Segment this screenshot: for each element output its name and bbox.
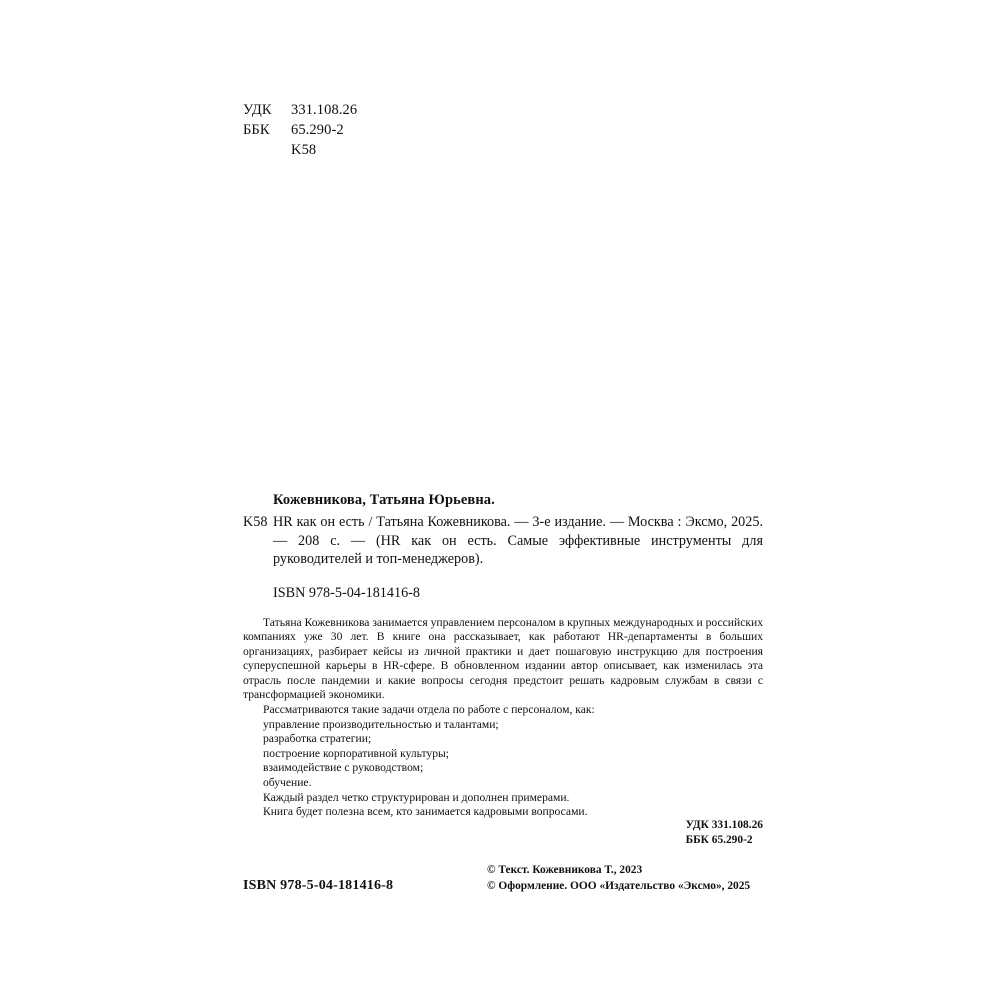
- annotation-paragraph-4: Книга будет полезна всем, кто занимается кадровыми вопросами.: [263, 805, 588, 819]
- copyright-block: [487, 863, 750, 894]
- list-item: разработка стратегии;: [263, 732, 372, 746]
- list-item: взаимодействие с руководством;: [263, 761, 424, 775]
- copyright-design-line: © Оформление. ООО «Издательство «Эксмо», 2025: [487, 879, 751, 892]
- bottom-bbk: ББК 65.290-2: [685, 833, 753, 846]
- bottom-udk: УДК 331.108.26: [685, 819, 763, 831]
- bbk-label: ББК: [243, 122, 270, 138]
- classification-block: [243, 100, 357, 160]
- annotation-paragraph-1: Татьяна Кожевникова занимается управлением персоналом в крупных международных и российских компаниях уже 30 лет. В книге она рассказывает, как работают HR-департаменты в больших организациях, разбирает кейсы из личной практики и дает пошаговую инструкцию для построения суперуспешной карьеры в HR-сфере. В обновленном издании автор описывает, как изменилась эта отрасль после пандемии и какие вопросы сегодня предстоит решать кадровым службам в связи с трансформацией экономики.: [243, 615, 763, 702]
- annotation-paragraph-3: Каждый раздел четко структурирован и дополнен примерами.: [263, 790, 570, 804]
- record-description: HR как он есть / Татьяна Кожевникова. — 3-е издание. — Москва : Эксмо, 2025. — 208 с. — (HR как он есть. Самые эффективные инструменты для руководителей и топ-менеджеров).: [273, 514, 763, 567]
- isbn-bottom: ISBN 978-5-04-181416-8: [243, 878, 394, 893]
- annotation-task-list: [243, 718, 763, 791]
- isbn-primary: ISBN 978-5-04-181416-8: [273, 584, 420, 601]
- copyright-text-line: © Текст. Кожевникова Т., 2023: [487, 864, 643, 876]
- annotation-paragraph-2: Рассматриваются такие задачи отдела по работе с персоналом, как:: [263, 703, 595, 717]
- annotation-block: [243, 616, 763, 820]
- record-index: K58: [243, 514, 268, 530]
- udk-label: УДК: [243, 102, 272, 118]
- author-name: Кожевникова, Татьяна Юрьевна.: [273, 492, 495, 508]
- bbk-value: 65.290-2: [291, 122, 344, 138]
- classification-index: K58: [291, 142, 317, 158]
- bbk-row: [243, 120, 357, 140]
- udk-row: [243, 100, 357, 120]
- bottom-classification-codes: [686, 818, 763, 847]
- udk-value: 331.108.26: [291, 102, 358, 118]
- list-item: обучение.: [263, 776, 312, 790]
- list-item: управление производительностью и талантами;: [263, 717, 499, 731]
- list-item: построение корпоративной культуры;: [263, 746, 450, 760]
- bibliographic-record: [243, 492, 763, 820]
- description-block: [243, 513, 763, 569]
